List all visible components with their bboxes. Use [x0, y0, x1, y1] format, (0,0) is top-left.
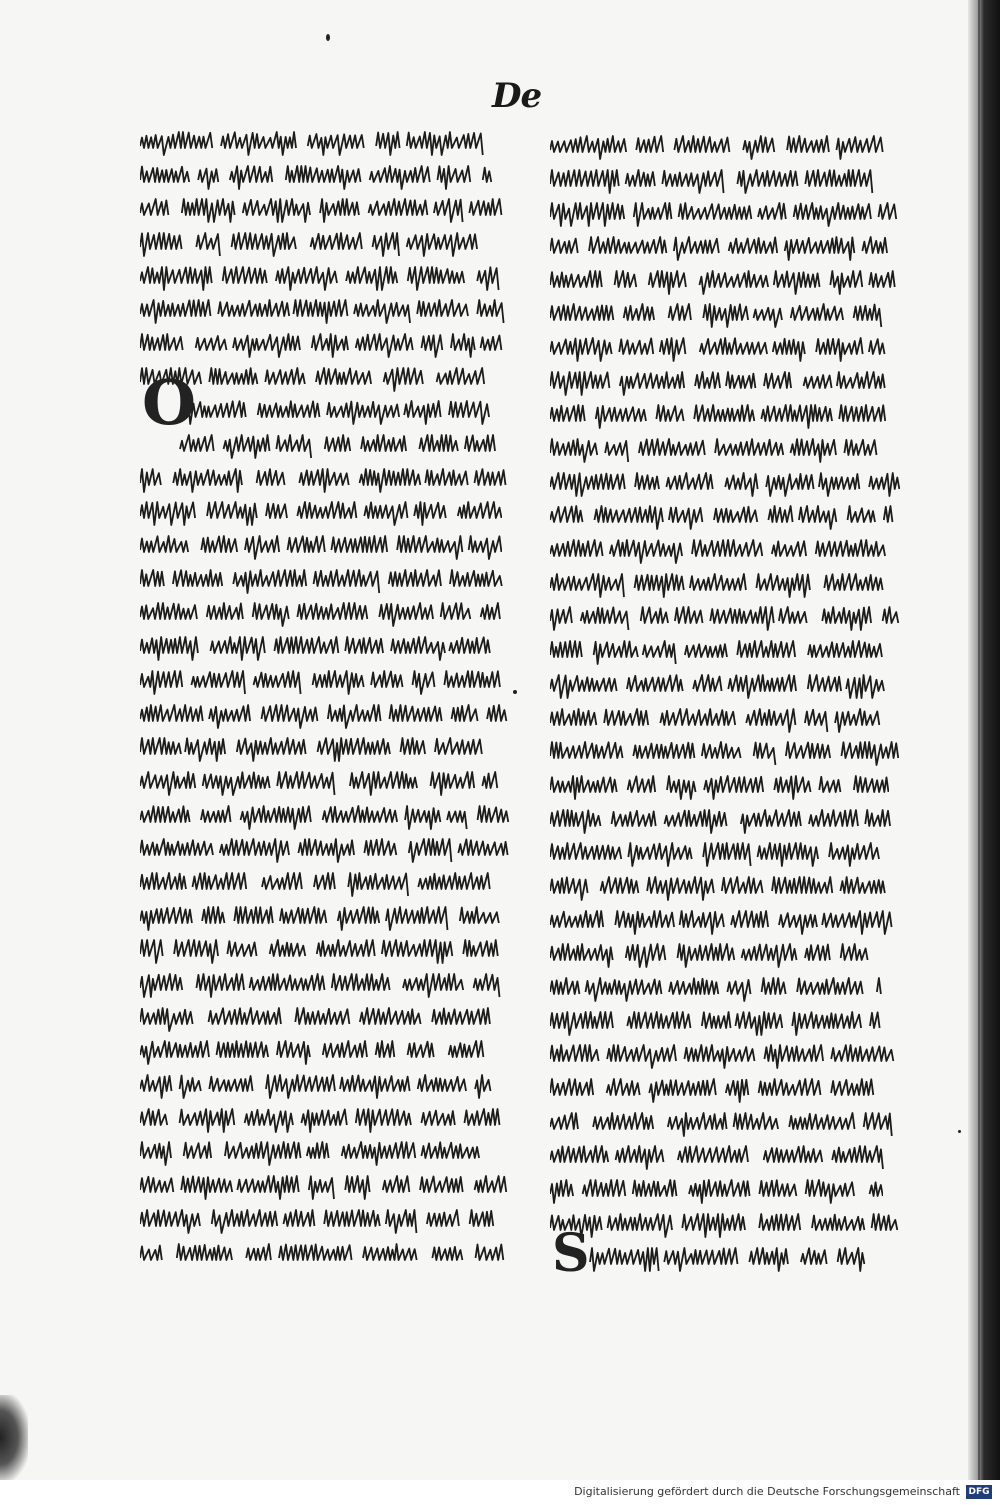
handwritten-line — [140, 294, 520, 328]
handwritten-line — [140, 261, 520, 295]
funding-credit: Digitalisierung gefördert durch die Deutsche Forschungsgemeinschaft — [574, 1485, 960, 1498]
script-strokes — [140, 166, 491, 189]
script-strokes — [140, 1142, 479, 1165]
script-strokes — [140, 772, 497, 795]
handwritten-line — [140, 328, 520, 362]
script-strokes — [550, 304, 881, 327]
handwritten-line — [550, 635, 910, 669]
handwritten-line — [140, 1103, 520, 1137]
handwritten-line — [550, 164, 910, 198]
script-strokes — [140, 502, 501, 525]
script-strokes — [140, 267, 499, 290]
script-strokes — [550, 1079, 873, 1102]
handwritten-line — [140, 901, 520, 935]
handwritten-line — [550, 298, 910, 332]
script-strokes — [140, 1008, 490, 1031]
script-strokes — [140, 334, 501, 357]
right-text-column — [550, 130, 910, 1275]
dfg-logo-icon: DFG — [966, 1485, 992, 1499]
handwritten-line — [550, 972, 910, 1006]
script-strokes — [550, 1045, 893, 1068]
handwritten-line — [550, 501, 910, 535]
handwritten-line — [140, 193, 520, 227]
script-strokes — [550, 944, 868, 967]
handwritten-line — [140, 530, 520, 564]
handwritten-line — [140, 699, 520, 733]
handwritten-line — [140, 160, 520, 194]
script-strokes — [550, 877, 885, 900]
handwritten-line — [550, 231, 910, 265]
handwritten-line — [140, 631, 520, 665]
handwritten-line — [550, 366, 910, 400]
handwritten-line — [550, 1174, 910, 1208]
script-strokes — [140, 839, 508, 862]
decorated-initial-o: O — [142, 366, 197, 439]
script-strokes — [550, 1180, 883, 1203]
handwritten-line — [140, 1069, 520, 1103]
script-strokes — [550, 405, 885, 428]
script-strokes — [550, 978, 881, 1001]
script-strokes — [140, 570, 502, 593]
script-strokes — [550, 574, 883, 597]
handwritten-line — [550, 534, 910, 568]
handwritten-line — [140, 564, 520, 598]
script-strokes — [550, 911, 892, 934]
handwritten-line — [550, 265, 910, 299]
script-strokes — [550, 237, 887, 260]
footer-bar — [0, 1480, 1000, 1505]
handwritten-line — [140, 665, 520, 699]
script-strokes — [140, 873, 490, 896]
script-strokes — [550, 742, 898, 765]
handwritten-line — [140, 429, 520, 463]
script-strokes — [140, 132, 483, 155]
handwritten-line — [140, 800, 520, 834]
handwritten-line — [550, 197, 910, 231]
scan-corner-shadow — [0, 1395, 28, 1480]
handwritten-line — [550, 332, 910, 366]
handwritten-line — [140, 598, 520, 632]
script-strokes — [140, 738, 482, 761]
script-strokes — [550, 843, 879, 866]
handwritten-line — [550, 905, 910, 939]
handwritten-line — [140, 968, 520, 1002]
handwritten-line — [140, 935, 520, 969]
script-strokes — [550, 1012, 880, 1035]
handwritten-line — [550, 1006, 910, 1040]
scan-edge-shadow — [968, 0, 1000, 1480]
handwritten-line — [140, 463, 520, 497]
script-strokes — [550, 338, 885, 361]
handwritten-line — [550, 1107, 910, 1141]
handwritten-line — [550, 1141, 910, 1175]
script-strokes — [140, 940, 498, 963]
handwritten-line — [550, 1242, 910, 1276]
script-strokes — [550, 506, 892, 529]
script-strokes — [550, 810, 890, 833]
handwritten-line — [140, 833, 520, 867]
decorated-initial-s: S — [552, 1223, 590, 1284]
script-strokes — [550, 675, 884, 698]
handwritten-line — [140, 867, 520, 901]
script-strokes — [140, 907, 499, 930]
handwritten-line — [550, 770, 910, 804]
running-header: De — [492, 76, 542, 116]
handwritten-line — [140, 1002, 520, 1036]
script-strokes — [180, 435, 495, 458]
handwritten-line — [140, 766, 520, 800]
handwritten-line — [140, 732, 520, 766]
script-strokes — [140, 300, 504, 323]
script-strokes — [550, 1113, 892, 1136]
handwritten-line — [550, 703, 910, 737]
script-strokes — [140, 233, 477, 256]
ink-mark — [958, 1130, 961, 1133]
script-strokes — [550, 641, 882, 664]
handwritten-line — [550, 804, 910, 838]
script-strokes — [140, 806, 508, 829]
handwritten-line — [550, 871, 910, 905]
handwritten-line — [140, 362, 520, 396]
handwritten-line — [140, 227, 520, 261]
script-strokes — [140, 1075, 491, 1098]
script-strokes — [140, 705, 506, 728]
handwritten-line — [550, 400, 910, 434]
left-text-column — [140, 126, 520, 1271]
ink-mark — [326, 34, 330, 41]
handwritten-line — [140, 126, 520, 160]
handwritten-line — [140, 1137, 520, 1171]
script-strokes — [140, 1210, 493, 1233]
handwritten-line — [550, 130, 910, 164]
script-strokes — [550, 1146, 883, 1169]
handwritten-line — [550, 939, 910, 973]
handwritten-line — [140, 1204, 520, 1238]
script-strokes — [140, 199, 501, 222]
script-strokes — [140, 1041, 483, 1064]
script-strokes — [140, 603, 500, 626]
script-strokes — [140, 536, 501, 559]
handwritten-line — [140, 1036, 520, 1070]
handwritten-line — [550, 433, 910, 467]
handwritten-line — [140, 1238, 520, 1272]
handwritten-line — [550, 1208, 910, 1242]
script-strokes — [550, 607, 898, 630]
handwritten-line — [140, 396, 520, 430]
script-strokes — [550, 271, 895, 294]
script-strokes — [550, 439, 876, 462]
script-strokes — [550, 136, 883, 159]
handwritten-line — [140, 1170, 520, 1204]
script-strokes — [140, 1109, 499, 1132]
script-strokes — [140, 637, 490, 660]
script-strokes — [140, 1176, 506, 1199]
handwritten-line — [140, 497, 520, 531]
script-strokes — [140, 469, 506, 492]
handwritten-line — [550, 736, 910, 770]
handwritten-line — [550, 837, 910, 871]
script-strokes — [180, 401, 489, 424]
script-strokes — [550, 1214, 897, 1237]
handwritten-line — [550, 1073, 910, 1107]
handwritten-line — [550, 1040, 910, 1074]
script-strokes — [550, 709, 879, 732]
handwritten-line — [550, 669, 910, 703]
handwritten-line — [550, 467, 910, 501]
script-strokes — [140, 974, 500, 997]
handwritten-line — [550, 602, 910, 636]
handwritten-line — [550, 568, 910, 602]
script-strokes — [550, 372, 885, 395]
script-strokes — [550, 473, 899, 496]
script-strokes — [550, 776, 888, 799]
script-strokes — [140, 671, 500, 694]
script-strokes — [550, 170, 872, 193]
script-strokes — [550, 540, 885, 563]
script-strokes — [140, 1244, 503, 1260]
script-strokes — [550, 203, 896, 226]
script-strokes — [590, 1248, 864, 1271]
